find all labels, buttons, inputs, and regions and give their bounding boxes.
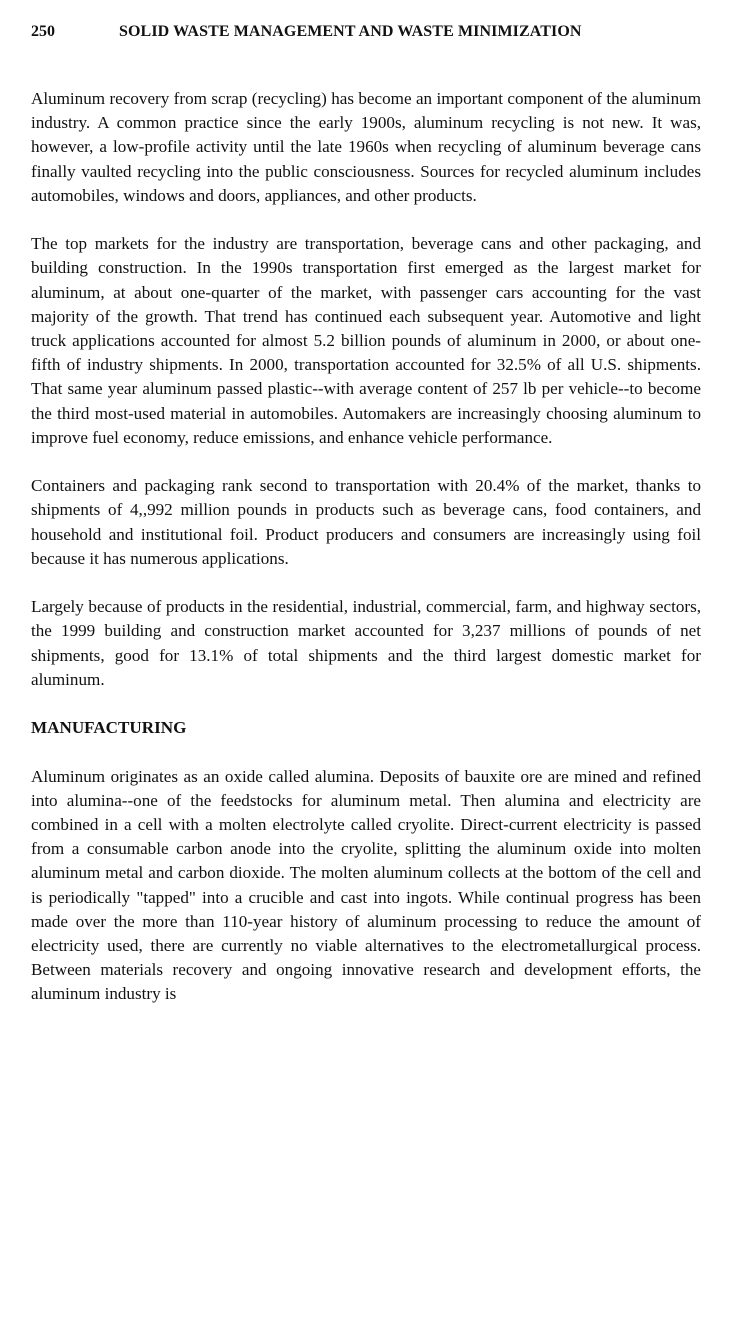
paragraph-containers-packaging: Containers and packaging rank second to transportation with 20.4% of the market, thanks to shipments of 4,,992 million pounds in products such as beverage cans, food containers, and household and institutional foil. Product producers and consumers are increasingly using foil because it has numerous applications. — [31, 476, 701, 568]
running-title: SOLID WASTE MANAGEMENT AND WASTE MINIMIZATION — [119, 23, 582, 40]
paragraph-building-construction: Largely because of products in the residential, industrial, commercial, farm, and highway sectors, the 1999 building and construction market accounted for 3,237 millions of pounds of net shipments, good for 13.1% of total shipments and the third largest domestic market for aluminum. — [31, 597, 701, 689]
body-text — [31, 87, 701, 1031]
page-number: 250 — [31, 23, 55, 40]
paragraph-recycling-history: Aluminum recovery from scrap (recycling) has become an important component of the aluminum industry. A common practice since the early 1900s, aluminum recycling is not new. It was, however, a low-profile activity until the late 1960s when recycling of aluminum beverage cans finally vaulted recycling into the public consciousness. Sources for recycled aluminum includes automobiles, windows and doors, appliances, and other products. — [31, 89, 701, 205]
paragraph-top-markets: The top markets for the industry are transportation, beverage cans and other packaging, and building construction. In the 1990s transportation first emerged as the largest market for aluminum, at about one-quarter of the market, with passenger cars accounting for the vast majority of the growth. That trend has continued each subsequent year. Automotive and light truck applications accounted for almost 5.2 billion pounds of aluminum in 2000, or about one-fifth of industry shipments. In 2000, transportation accounted for 32.5% of all U.S. shipments. That same year aluminum passed plastic--with average content of 257 lb per vehicle--to become the third most-used material in automobiles. Automakers are increasingly choosing aluminum to improve fuel economy, reduce emissions, and enhance vehicle performance. — [31, 234, 701, 447]
running-header — [31, 22, 691, 42]
paragraph-manufacturing-process: Aluminum originates as an oxide called alumina. Deposits of bauxite ore are mined and refined into alumina--one of the feedstocks for aluminum metal. Then alumina and electricity are combined in a cell with a molten electrolyte called cryolite. Direct-current electricity is passed from a consumable carbon anode into the cryolite, splitting the aluminum oxide into molten aluminum metal and carbon dioxide. The molten aluminum collects at the bottom of the cell and is periodically "tapped" into a crucible and cast into ingots. While continual progress has been made over the more than 110-year history of aluminum processing to reduce the amount of electricity used, there are currently no viable alternatives to the electrometallurgical process. Between materials recovery and ongoing innovative research and development efforts, the aluminum industry is — [31, 766, 701, 1004]
section-heading-manufacturing: MANUFACTURING — [31, 718, 187, 738]
